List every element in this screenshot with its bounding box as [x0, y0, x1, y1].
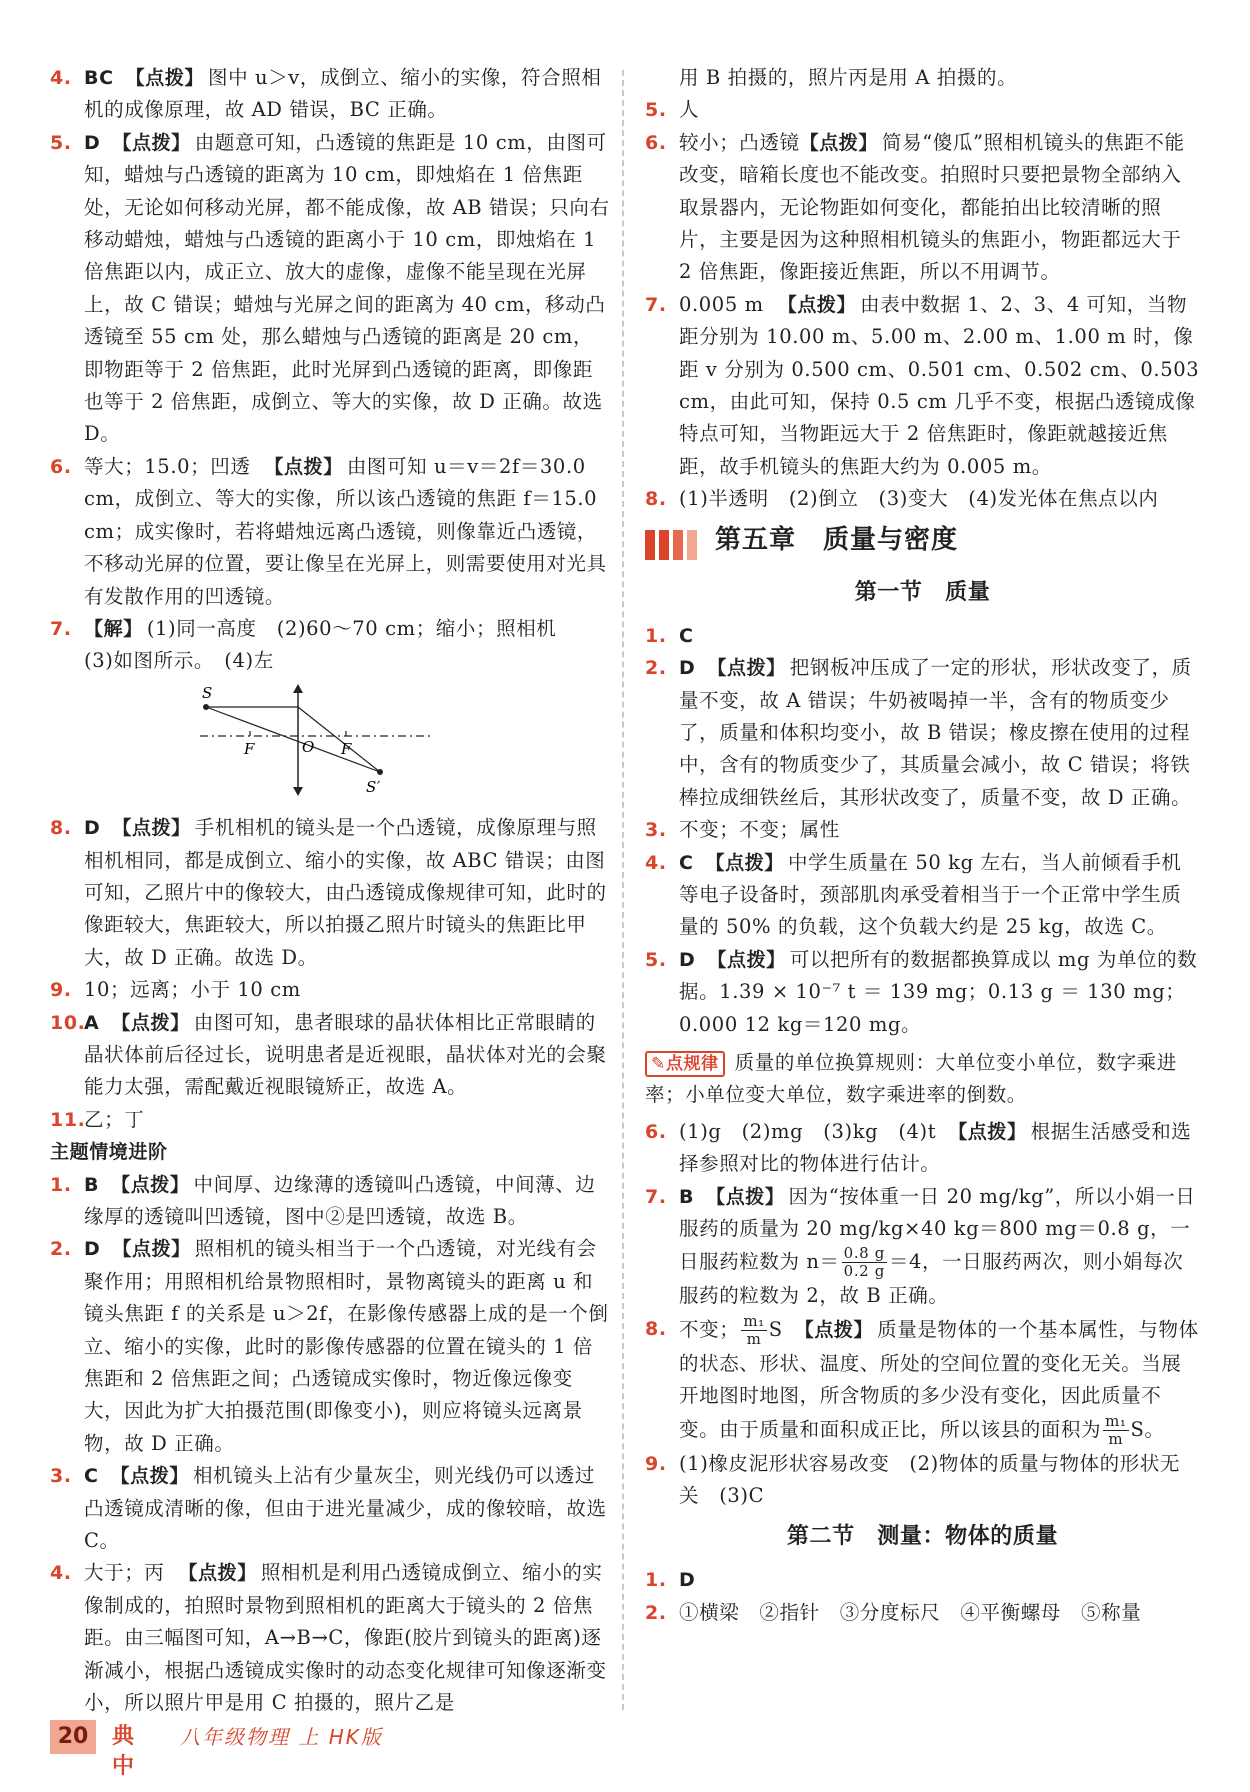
advanced-answer-8: 8. (1)半透明 (2)倒立 (3)变大 (4)发光体在焦点以内: [645, 487, 1159, 511]
answer-6: 6. 等大；15.0；凹透 【点拨】 由图可知 u＝v＝2f＝30.0 cm，成倒立、等大的实像，所以该凸透镜的焦距 f＝15.0 cm；成实像时，若将蜡烛远离凸透镜，则像靠近凸透镜，不移动光屏的位置，要让像呈在光屏上，则需要使用对光具有发散作用的凹透镜。: [50, 454, 607, 608]
book-title: 八年级物理 上 HK版: [180, 1725, 383, 1749]
lens-ray-diagram: [200, 684, 430, 796]
section-title-1: 第一节 质量: [854, 579, 991, 605]
advanced-answer-5: 5. 人: [645, 98, 700, 122]
measure-answer-1: 1. D: [645, 1569, 696, 1592]
lens-arrow-bottom: [293, 787, 303, 796]
mass-answer-4: 4. C 【点拨】 中学生质量在 50 kg 左右，当人前倾看手机等电子设备时，颈部肌肉承受着相当于一个正常中学生质量的 50% 的负载，这个负载大约是 25 kg，故选 C。: [645, 850, 1182, 939]
fraction-answer: $\frac{\text{m₁}}{m}$: [743, 1311, 765, 1348]
point-s-prime: [377, 769, 383, 775]
advanced-answer-1: 1. B 【点拨】 中间厚、边缘薄的透镜叫凸透镜，中间薄、边缘厚的透镜叫凹透镜，图中②是凹透镜，故选 B。: [50, 1172, 596, 1228]
advanced-answer-2: 2. D 【点拨】 照相机的镜头相当于一个凸透镜，对光线有会聚作用；用照相机给景物照相时，景物离镜头的距离 u 和镜头焦距 f 的关系是 u＞2f，在影像传感器上成的是一个倒立、缩小的实像，此时的影像传感器的位置在镜头的 1 倍焦距和 2 倍焦距之间；凸透镜成实像时，物近像远像变大，因此为扩大拍摄范围(即像变小)，则应将镜头远离景物，故 D 正确。: [50, 1237, 609, 1455]
column-divider: [622, 70, 624, 1710]
lens-arrow-top: [293, 684, 303, 693]
label-s: S: [202, 683, 213, 702]
advanced-answer-4-continued: 用 B 拍摄的，照片丙是用 A 拍摄的。: [679, 66, 1018, 89]
label-o: O: [302, 737, 315, 756]
mass-answer-9: 9. (1)橡皮泥形状容易改变 (2)物体的质量与物体的形状无关 (3)C: [645, 1451, 1181, 1508]
answer-8: 8. D 【点拨】 手机相机的镜头是一个凸透镜，成像原理与照相机相同，都是成倒立、缩小的实像，故 ABC 错误；由图可知，乙照片中的像较大，由凸透镜成像规律可知，此时的像距较大，焦距较大，所以拍摄乙照片时镜头的焦距比甲大，故 D 正确。故选 D。: [50, 816, 607, 969]
fraction-area: $\frac{\text{m₁}}{m}$: [1105, 1411, 1127, 1448]
rule-badge: ✎点规律: [645, 1051, 725, 1077]
fraction: $\frac{0.8 g}{0.2 g}$: [843, 1244, 885, 1281]
answer-10: 10. A 【点拨】 由图可知，患者眼球的晶状体相比正常眼睛的晶状体前后径过长，说明患者是近视眼，晶状体对光的会聚能力太强，需配戴近视眼镜矫正，故选 A。: [50, 1010, 607, 1099]
label-f-left: F: [244, 739, 256, 758]
answer-7: 7. 【解】 (1)同一高度 (2)60～70 cm；缩小；照相机 (3)如图所示。 (4)左: [50, 616, 557, 673]
mass-answer-3: 3. 不变；不变；属性: [645, 818, 840, 842]
section-title-2: 第二节 测量：物体的质量: [786, 1524, 1059, 1550]
label-s-prime: S′: [366, 777, 381, 796]
chapter-title: 第五章 质量与密度: [715, 524, 959, 555]
page-footer: [50, 1718, 610, 1779]
mass-answer-1: 1. C: [645, 624, 694, 647]
pin-icon: ✎: [651, 1053, 666, 1074]
advanced-answer-6: 6. 较小；凸透镜【点拨】 简易“傻瓜”照相机镜头的焦距不能改变，暗箱长度也不能改变。拍照时只要把景物全部纳入取景器内，无论物距如何变化，都能拍出比较清晰的照片，主要是因为这种照相机镜头的焦距小，物距都远大于 2 倍焦距，像距接近焦距，所以不用调节。: [645, 130, 1185, 284]
mass-answer-8: 8. 不变； $\frac{\text{m₁}}{m}$ S 【点拨】 质量是物体的一个基本属性，与物体的状态、形状、温度、所处的空间位置的变化无关。当展开地图时地图，所含物质的多少没有变化，因此质量不变。由于质量和面积成正比，所以该县的面积为 $\frac{\text{m₁}}{m}$ S。: [645, 1311, 1199, 1448]
label-f-right: F: [341, 739, 353, 758]
answer-11: 11. 乙；丁: [50, 1107, 145, 1131]
chapter-bars-icon: [645, 530, 707, 560]
advanced-answer-4: 4. 大于；丙 【点拨】 照相机是利用凸透镜成倒立、缩小的实像制成的，拍照时景物到照相机的距离大于镜头的 2 倍焦距。由三幅图可知，A→B→C，像距(胶片到镜头的距离)逐渐减小，根据凸透镜成实像时的动态变化规律可知像逐渐变小，所以照片甲是用 C 拍摄的，照片乙是: [50, 1561, 607, 1715]
brand-logo: 典中: [112, 1724, 135, 1779]
rule-note: ✎点规律 质量的单位换算规则：大单位变小单位，数字乘进率；小单位变大单位，数字乘进率的倒数。: [645, 1050, 1177, 1107]
answer-5: 5. D 【点拨】 由题意可知，凸透镜的焦距是 10 cm，由图可知，蜡烛与凸透镜的距离为 10 cm，即烛焰在 1 倍焦距处，无论如何移动光屏，都不能成像，故 AB 错误；只向右移动蜡烛，蜡烛与凸透镜的距离小于 10 cm，即烛焰在 1 倍焦距以内，成正立、放大的虚像，虚像不能呈现在光屏上，故 C 错误；蜡烛与光屏之间的距离为 40 cm，移动凸透镜至 55 cm 处，那么蜡烛与凸透镜的距离是 20 cm，即物距等于 2 倍焦距，此时光屏到凸透镜的距离，即像距也等于 2 倍焦距，成倒立、等大的实像，故 D 正确。故选 D。: [50, 130, 610, 446]
mass-answer-5: 5. D 【点拨】 可以把所有的数据都换算成以 mg 为单位的数据。1.39 × 10⁻⁷ t ＝ 139 mg；0.13 g ＝ 130 mg；0.000 12 kg＝120 mg。: [645, 947, 1198, 1036]
answer-4: 4. BC 【点拨】 图中 u＞v，成倒立、缩小的实像，符合照相机的成像原理，故 AD 错误，BC 正确。: [50, 66, 602, 122]
page-number: 20: [50, 1720, 96, 1754]
ray-center: [206, 707, 380, 772]
mass-answer-6: 6. (1)g (2)mg (3)kg (4)t 【点拨】 根据生活感受和选择参照对比的物体进行估计。: [645, 1119, 1192, 1176]
answer-9: 9. 10；远离；小于 10 cm: [50, 978, 301, 1002]
mass-answer-2: 2. D 【点拨】 把钢板冲压成了一定的形状，形状改变了，质量不变，故 A 错误；牛奶被喝掉一半，含有的物质变少了，质量和体积均变小，故 B 错误；橡皮擦在使用的过程中，含有的物质变少了，其质量会减小，故 C 错误；将铁棒拉成细铁丝后，其形状改变了，质量不变，故 D 正确。: [645, 656, 1192, 809]
left-column: [50, 62, 610, 1720]
subsection-heading: 主题情境进阶: [50, 1141, 168, 1164]
advanced-answer-3: 3. C 【点拨】 相机镜头上沾有少量灰尘，则光线仍可以透过凸透镜成清晰的像，但由于进光量减少，成的像较暗，故选 C。: [50, 1464, 607, 1553]
advanced-answer-7: 7. 0.005 m 【点拨】 由表中数据 1、2、3、4 可知，当物距分别为 10.00 m、5.00 m、2.00 m、1.00 m 时，像距 v 分别为 0.500 cm、0.501 cm、0.502 cm、0.503 cm，由此可知，保持 0.5 cm 几乎不变，根据凸透镜成像特点可知，当物距远大于 2 倍焦距时，像距就越接近焦距，故手机镜头的焦距大约为 0.005 m。: [645, 292, 1200, 478]
right-column: [645, 62, 1200, 1629]
chapter-heading: [645, 522, 1200, 568]
measure-answer-2: 2. ①横梁 ②指针 ③分度标尺 ④平衡螺母 ⑤称量: [645, 1600, 1142, 1624]
mass-answer-7: 7. B 【点拨】 因为“按体重一日 20 mg/kg”，所以小娟一日服药的质量为 20 mg/kg×40 kg＝800 mg＝0.8 g，一日服药粒数为 n＝ $\frac{0.8 g}{0.2 g}$ ＝4，一日服药两次，则小娟每次服药的粒数为 2，故 B 正确。: [645, 1184, 1196, 1308]
